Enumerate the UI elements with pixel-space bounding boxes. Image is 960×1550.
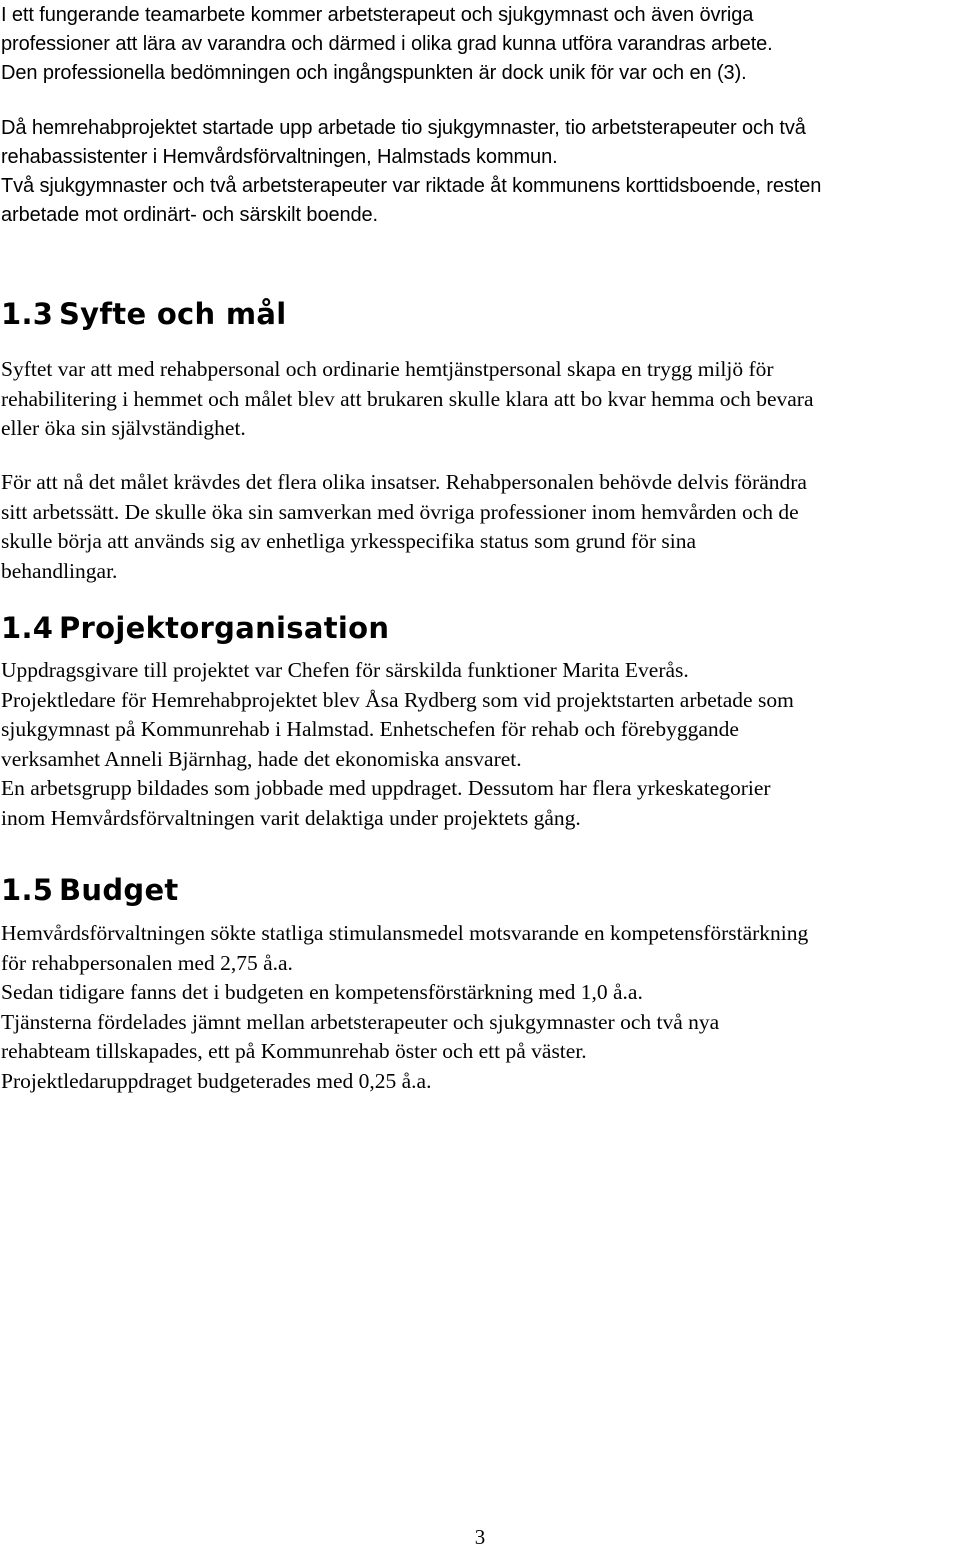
text-line: rehabilitering i hemmet och målet blev att brukaren skulle klara att bo kvar hemma och bevara (1, 386, 814, 411)
text-line: Den professionella bedömningen och ingångspunkten är dock unik för var och en (3). (1, 62, 747, 84)
text-line: Hemvårdsförvaltningen sökte statliga stimulansmedel motsvarande en kompetensförstärkning (1, 921, 809, 945)
section-number: 1.4 (1, 611, 54, 645)
section-title: Projektorganisation (59, 611, 390, 645)
text-line: Uppdragsgivare till projektet var Chefen för särskilda funktioner Marita Everås. (1, 658, 689, 682)
text-line: I ett fungerande teamarbete kommer arbetsterapeut och sjukgymnast och även övriga (1, 4, 754, 26)
section-heading-budget (1, 872, 179, 908)
syfte-paragraph-2 (1, 468, 959, 586)
projektorganisation-paragraph (1, 656, 959, 833)
page-number: 3 (474, 1525, 486, 1549)
text-line: Projektledaruppdraget budgeterades med 0,25 å.a. (1, 1068, 432, 1093)
syfte-paragraph-1 (1, 355, 959, 444)
section-heading-projektorganisation (1, 610, 389, 646)
text-line: verksamhet Anneli Bjärnhag, hade det ekonomiska ansvaret. (1, 746, 522, 771)
section-number: 1.3 (1, 297, 54, 331)
text-line: skulle börja att används sig av enhetliga yrkesspecifika status som grund för sina (1, 529, 697, 553)
text-line: Sedan tidigare fanns det i budgeten en kompetensförstärkning med 1,0 å.a. (1, 980, 643, 1004)
text-line: sitt arbetssätt. De skulle öka sin samverkan med övriga professioner inom hemvården och de (1, 499, 799, 524)
text-line: Två sjukgymnaster och två arbetsterapeuter var riktade åt kommunens korttidsboende, resten (1, 175, 822, 197)
intro-paragraph-2 (1, 114, 959, 230)
section-title: Budget (59, 873, 179, 907)
text-line: För att nå det målet krävdes det flera olika insatser. Rehabpersonalen behövde delvis förändra (1, 470, 807, 494)
text-line: sjukgymnast på Kommunrehab i Halmstad. Enhetschefen för rehab och förebyggande (1, 717, 739, 741)
text-line: arbetade mot ordinärt- och särskilt boende. (1, 204, 379, 226)
text-line: Projektledare för Hemrehabprojektet blev Åsa Rydberg som vid projektstarten arbetade som (1, 687, 794, 712)
text-line: behandlingar. (1, 558, 118, 583)
text-line: En arbetsgrupp bildades som jobbade med uppdraget. Dessutom har flera yrkeskategorier (1, 776, 771, 800)
section-number: 1.5 (1, 873, 54, 907)
text-line: eller öka sin självständighet. (1, 416, 246, 440)
text-line: professioner att lära av varandra och därmed i olika grad kunna utföra varandras arbete. (1, 33, 773, 55)
intro-paragraph-1 (1, 1, 959, 88)
text-line: rehabassistenter i Hemvårdsförvaltningen, Halmstads kommun. (1, 146, 558, 168)
section-heading-syfte (1, 296, 287, 332)
text-line: Syftet var att med rehabpersonal och ordinarie hemtjänstpersonal skapa en trygg miljö för (1, 357, 774, 381)
text-line: inom Hemvårdsförvaltningen varit delaktiga under projektets gång. (1, 805, 581, 830)
text-line: Tjänsterna fördelades jämnt mellan arbetsterapeuter och sjukgymnaster och två nya (1, 1009, 720, 1034)
text-line: rehabteam tillskapades, ett på Kommunrehab öster och ett på väster. (1, 1039, 587, 1063)
text-line: Då hemrehabprojektet startade upp arbetade tio sjukgymnaster, tio arbetsterapeuter och två (1, 117, 806, 139)
text-line: för rehabpersonalen med 2,75 å.a. (1, 950, 293, 975)
budget-paragraph (1, 919, 959, 1096)
section-title: Syfte och mål (59, 297, 287, 331)
